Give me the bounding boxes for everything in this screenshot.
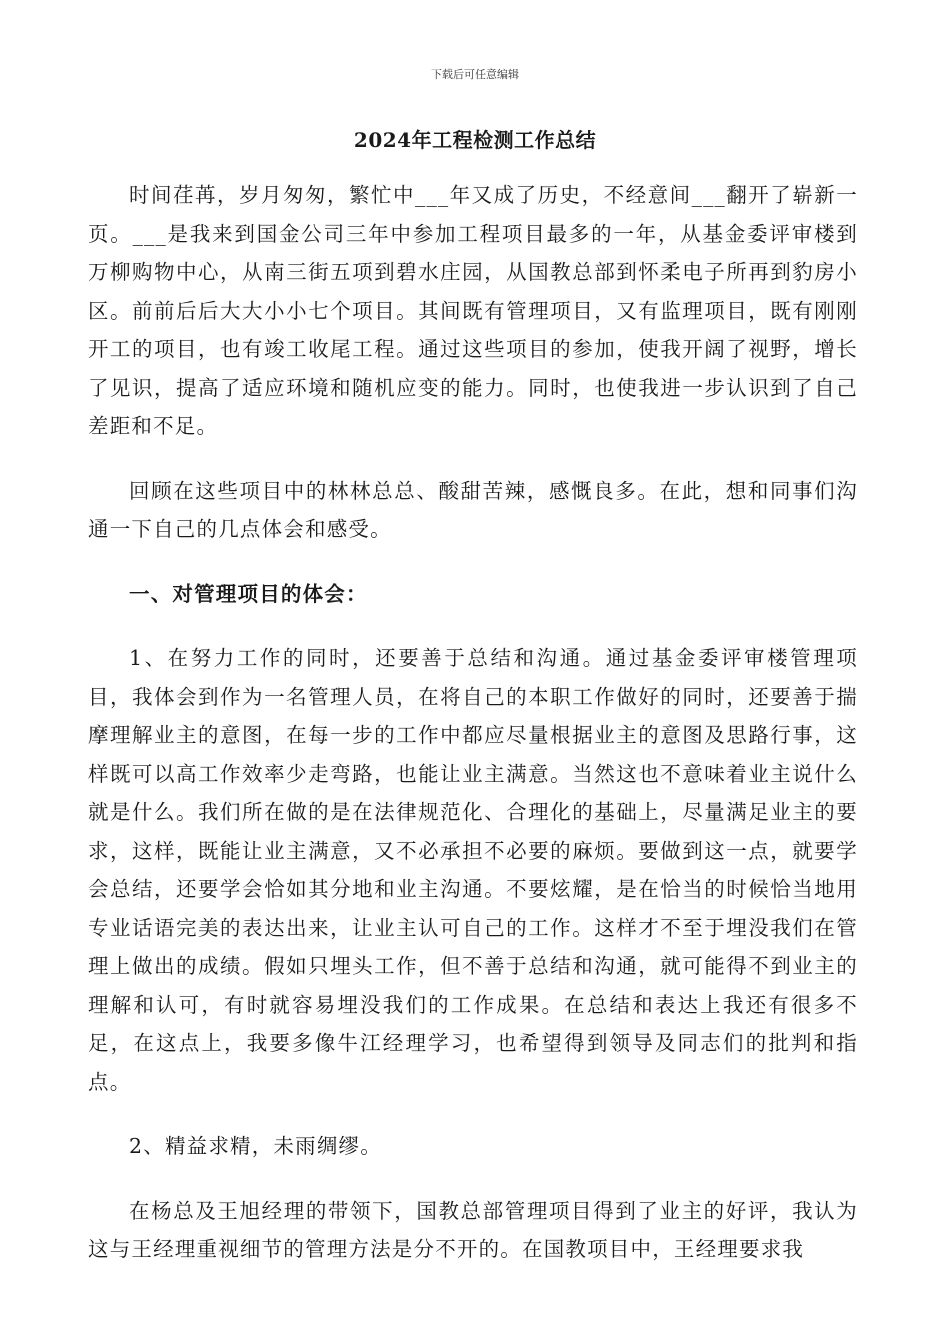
document-body — [88, 176, 858, 1295]
section-heading: 一、对管理项目的体会： — [129, 581, 368, 606]
document-title: 2024年工程检测工作总结 — [353, 128, 597, 152]
section-paragraph-3: 在杨总及王旭经理的带领下，国教总部管理项目得到了业主的好评，我认为这与王经理重视细节的管理方法是分不开的。在国教项目中，王经理要求我 — [88, 1198, 858, 1261]
intro-paragraph-2: 回顾在这些项目中的林林总总、酸甜苦辣，感慨良多。在此，想和同事们沟通一下自己的几点体会和感受。 — [88, 478, 858, 541]
header-note: 下载后可任意编辑 — [431, 68, 519, 81]
section-paragraph-2: 2、精益求精，未雨绸缪。 — [129, 1134, 382, 1158]
section-paragraph-1: 1、在努力工作的同时，还要善于总结和沟通。通过基金委评审楼管理项目，我体会到作为一名管理人员，在将自己的本职工作做好的同时，还要善于揣摩理解业主的意图，在每一步的工作中都应尽量根据业主的意图及思路行事，这样既可以高工作效率少走弯路，也能让业主满意。当然这也不意味着业主说什么就是什么。我们所在做的是在法律规范化、合理化的基础上，尽量满足业主的要求，这样，既能让业主满意，又不必承担不必要的麻烦。要做到这一点，就要学会总结，还要学会恰如其分地和业主沟通。不要炫耀，是在恰当的时候恰当地用专业话语完美的表达出来，让业主认可自己的工作。这样才不至于埋没我们在管理上做出的成绩。假如只埋头工作，但不善于总结和沟通，就可能得不到业主的理解和认可，有时就容易埋没我们的工作成果。在总结和表达上我还有很多不足，在这点上，我要多像牛江经理学习，也希望得到领导及同志们的批判和指点。 — [88, 646, 858, 1094]
intro-paragraph-1: 时间荏苒，岁月匆匆，繁忙中___年又成了历史，不经意间___翻开了崭新一页。___是我来到国金公司三年中参加工程项目最多的一年，从基金委评审楼到万柳购物中心，从南三街五项到碧水庄园，从国教总部到怀柔电子所再到豹房小区。前前后后大大小小七个项目。其间既有管理项目，又有监理项目，既有刚刚开工的项目，也有竣工收尾工程。通过这些项目的参加，使我开阔了视野，增长了见识，提高了适应环境和随机应变的能力。同时，也使我进一步认识到了自己差距和不足。 — [88, 183, 858, 438]
